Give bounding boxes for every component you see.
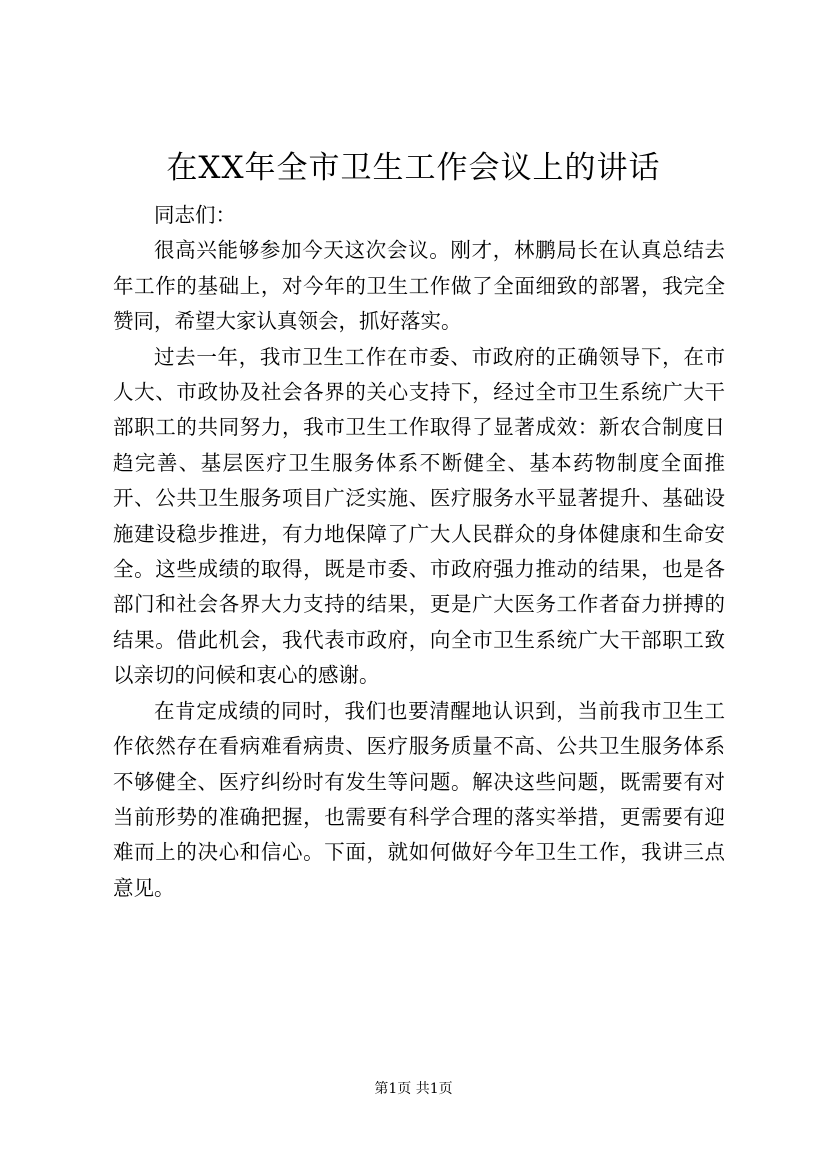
- paragraph: 在肯定成绩的同时，我们也要清醒地认识到，当前我市卫生工作依然存在看病难看病贵、医疗服务质量不高、公共卫生服务体系不够健全、医疗纠纷时有发生等问题。解决这些问题，既需要有对当前形势的准确把握，也需要有科学合理的落实举措，更需要有迎难而上的决心和信心。下面，就如何做好今年卫生工作，我讲三点意见。: [113, 698, 725, 900]
- page-footer: 第1页 共1页: [374, 1081, 453, 1097]
- paragraph: 很高兴能够参加今天这次会议。刚才，林鹏局长在认真总结去年工作的基础上，对今年的卫生工作做了全面细致的部署，我完全赞同，希望大家认真领会，抓好落实。: [113, 238, 725, 334]
- document-body: [113, 198, 725, 906]
- document-title: 在XX年全市卫生工作会议上的讲话: [166, 150, 661, 186]
- salutation: 同志们：: [154, 203, 236, 227]
- paragraph: 过去一年，我市卫生工作在市委、市政府的正确领导下，在市人大、市政协及社会各界的关心支持下，经过全市卫生系统广大干部职工的共同努力，我市卫生工作取得了显著成效：新农合制度日趋完善、基层医疗卫生服务体系不断健全、基本药物制度全面推开、公共卫生服务项目广泛实施、医疗服务水平显著提升、基础设施建设稳步推进，有力地保障了广大人民群众的身体健康和生命安全。这些成绩的取得，既是市委、市政府强力推动的结果，也是各部门和社会各界大力支持的结果，更是广大医务工作者奋力拼搏的结果。借此机会，我代表市政府，向全市卫生系统广大干部职工致以亲切的问候和衷心的感谢。: [113, 344, 725, 688]
